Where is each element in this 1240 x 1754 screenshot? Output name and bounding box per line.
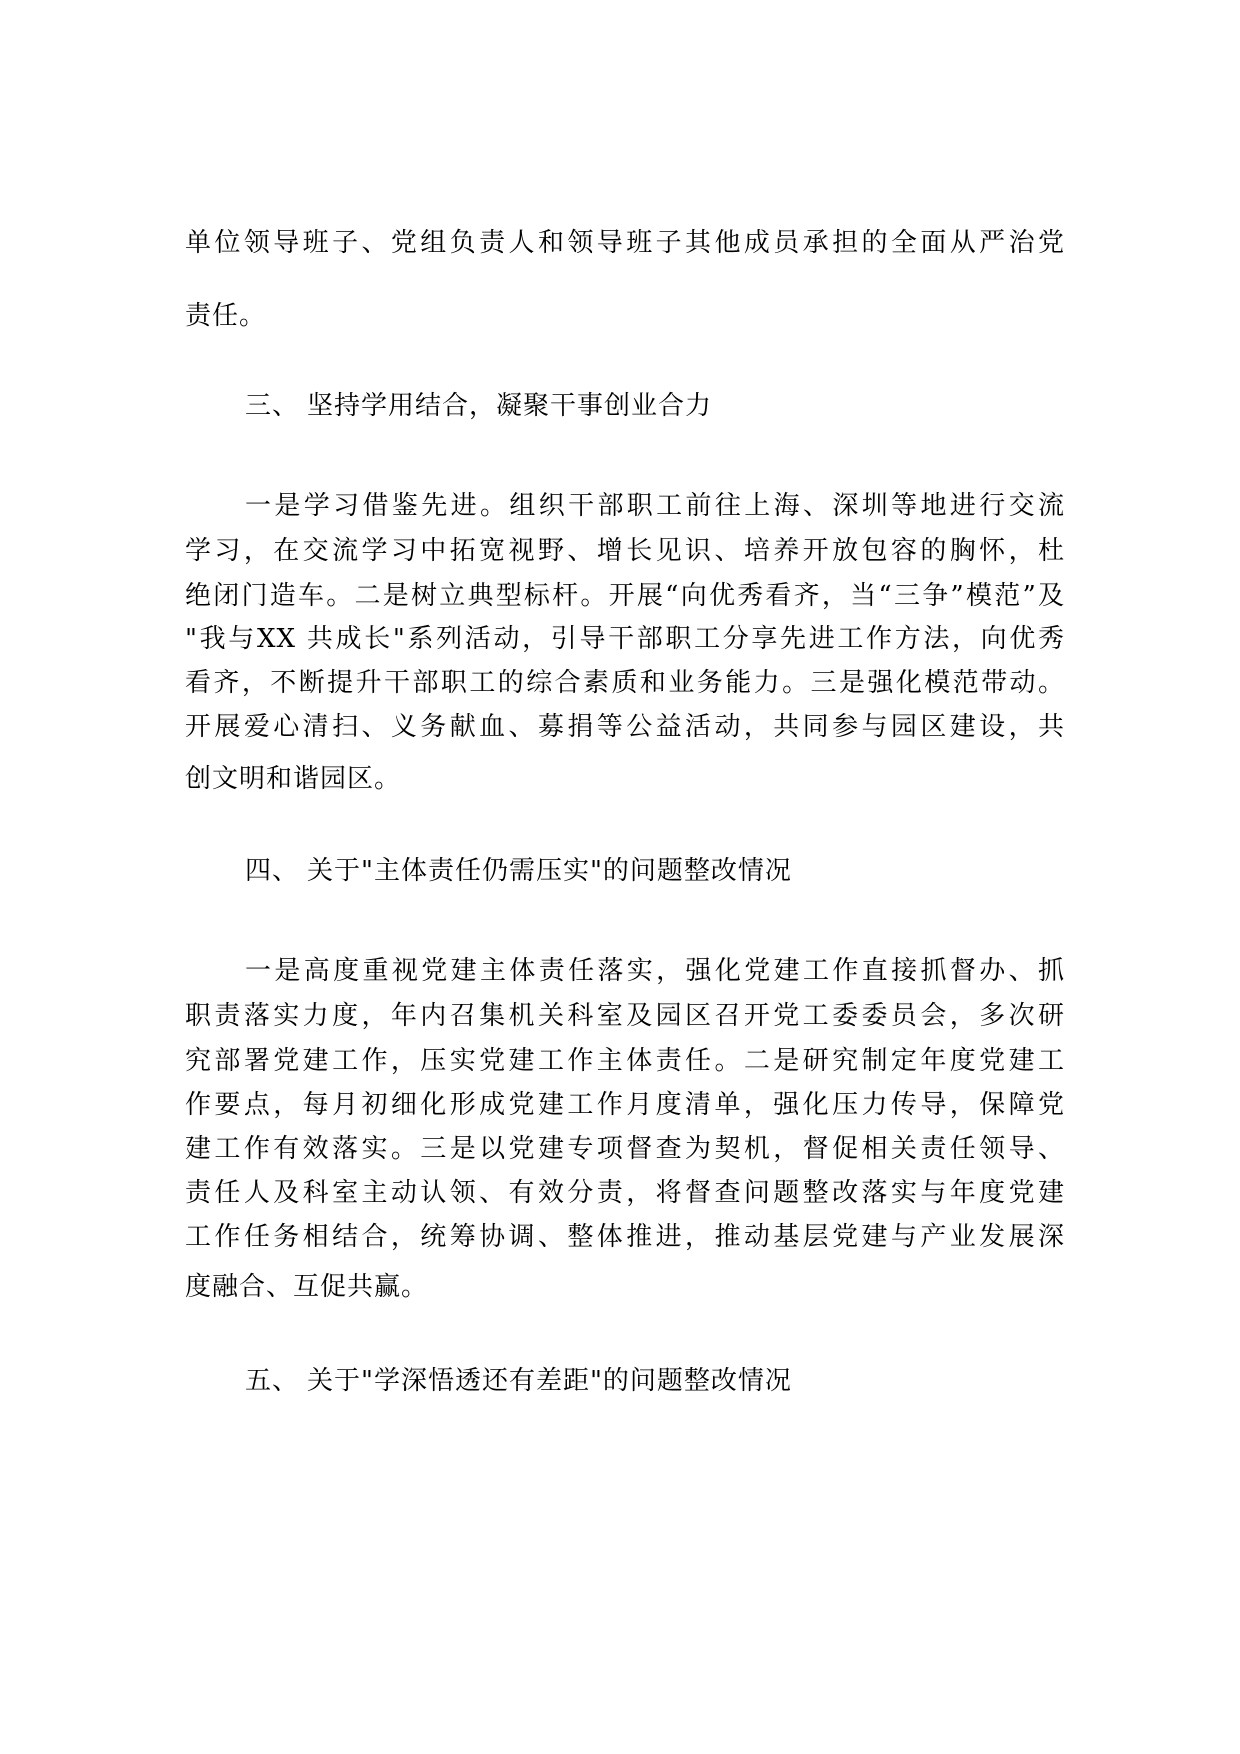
paragraph-line: 开展爱心清扫、义务献血、募捐等公益活动，共同参与园区建设，共 [185,712,1065,742]
paragraph-line: 建工作有效落实。三是以党建专项督查为契机，督促相关责任领导、 [185,1134,1065,1164]
paragraph-line: 职责落实力度，年内召集机关科室及园区召开党工委委员会，多次研 [185,1001,1065,1031]
section-number: 三、 [245,391,300,421]
section-number: 五、 [245,1366,300,1396]
paragraph-line: "我与XX 共成长"系列活动，引导干部职工分享先进工作方法，向优秀 [185,624,1065,654]
section-title: 关于"主体责任仍需压实"的问题整改情况 [307,856,792,886]
paragraph-line: 度融合、互促共赢。 [185,1272,429,1302]
paragraph-line: 看齐，不断提升干部职工的综合素质和业务能力。三是强化模范带动。 [185,668,1065,698]
paragraph-line: 学习，在交流学习中拓宽视野、增长见识、培养开放包容的胸怀，杜 [185,536,1065,566]
paragraph-line: 单位领导班子、党组负责人和领导班子其他成员承担的全面从严治党 [185,228,1065,258]
section-heading-3 [245,385,712,422]
paragraph-line: 一是高度重视党建主体责任落实，强化党建工作直接抓督办、抓 [245,956,1065,986]
paragraph-line: 作要点，每月初细化形成党建工作月度清单，强化压力传导，保障党 [185,1090,1065,1120]
paragraph-line: 责任人及科室主动认领、有效分责，将督查问题整改落实与年度党建 [185,1178,1065,1208]
section-title: 坚持学用结合，凝聚干事创业合力 [307,391,713,421]
section-heading-5 [245,1360,792,1397]
section-heading-4 [245,850,792,887]
paragraph-line: 工作任务相结合，统筹协调、整体推进，推动基层党建与产业发展深 [185,1222,1065,1252]
section-title: 关于"学深悟透还有差距"的问题整改情况 [307,1366,792,1396]
section-number: 四、 [245,856,300,886]
paragraph-line: 究部署党建工作，压实党建工作主体责任。二是研究制定年度党建工 [185,1046,1065,1076]
paragraph-line: 责任。 [185,301,267,331]
paragraph-line: 绝闭门造车。二是树立典型标杆。开展“向优秀看齐，当“三争”模范”及 [185,581,1065,611]
paragraph-line: 创文明和谐园区。 [185,764,402,794]
paragraph-line: 一是学习借鉴先进。组织干部职工前往上海、深圳等地进行交流 [245,491,1065,521]
